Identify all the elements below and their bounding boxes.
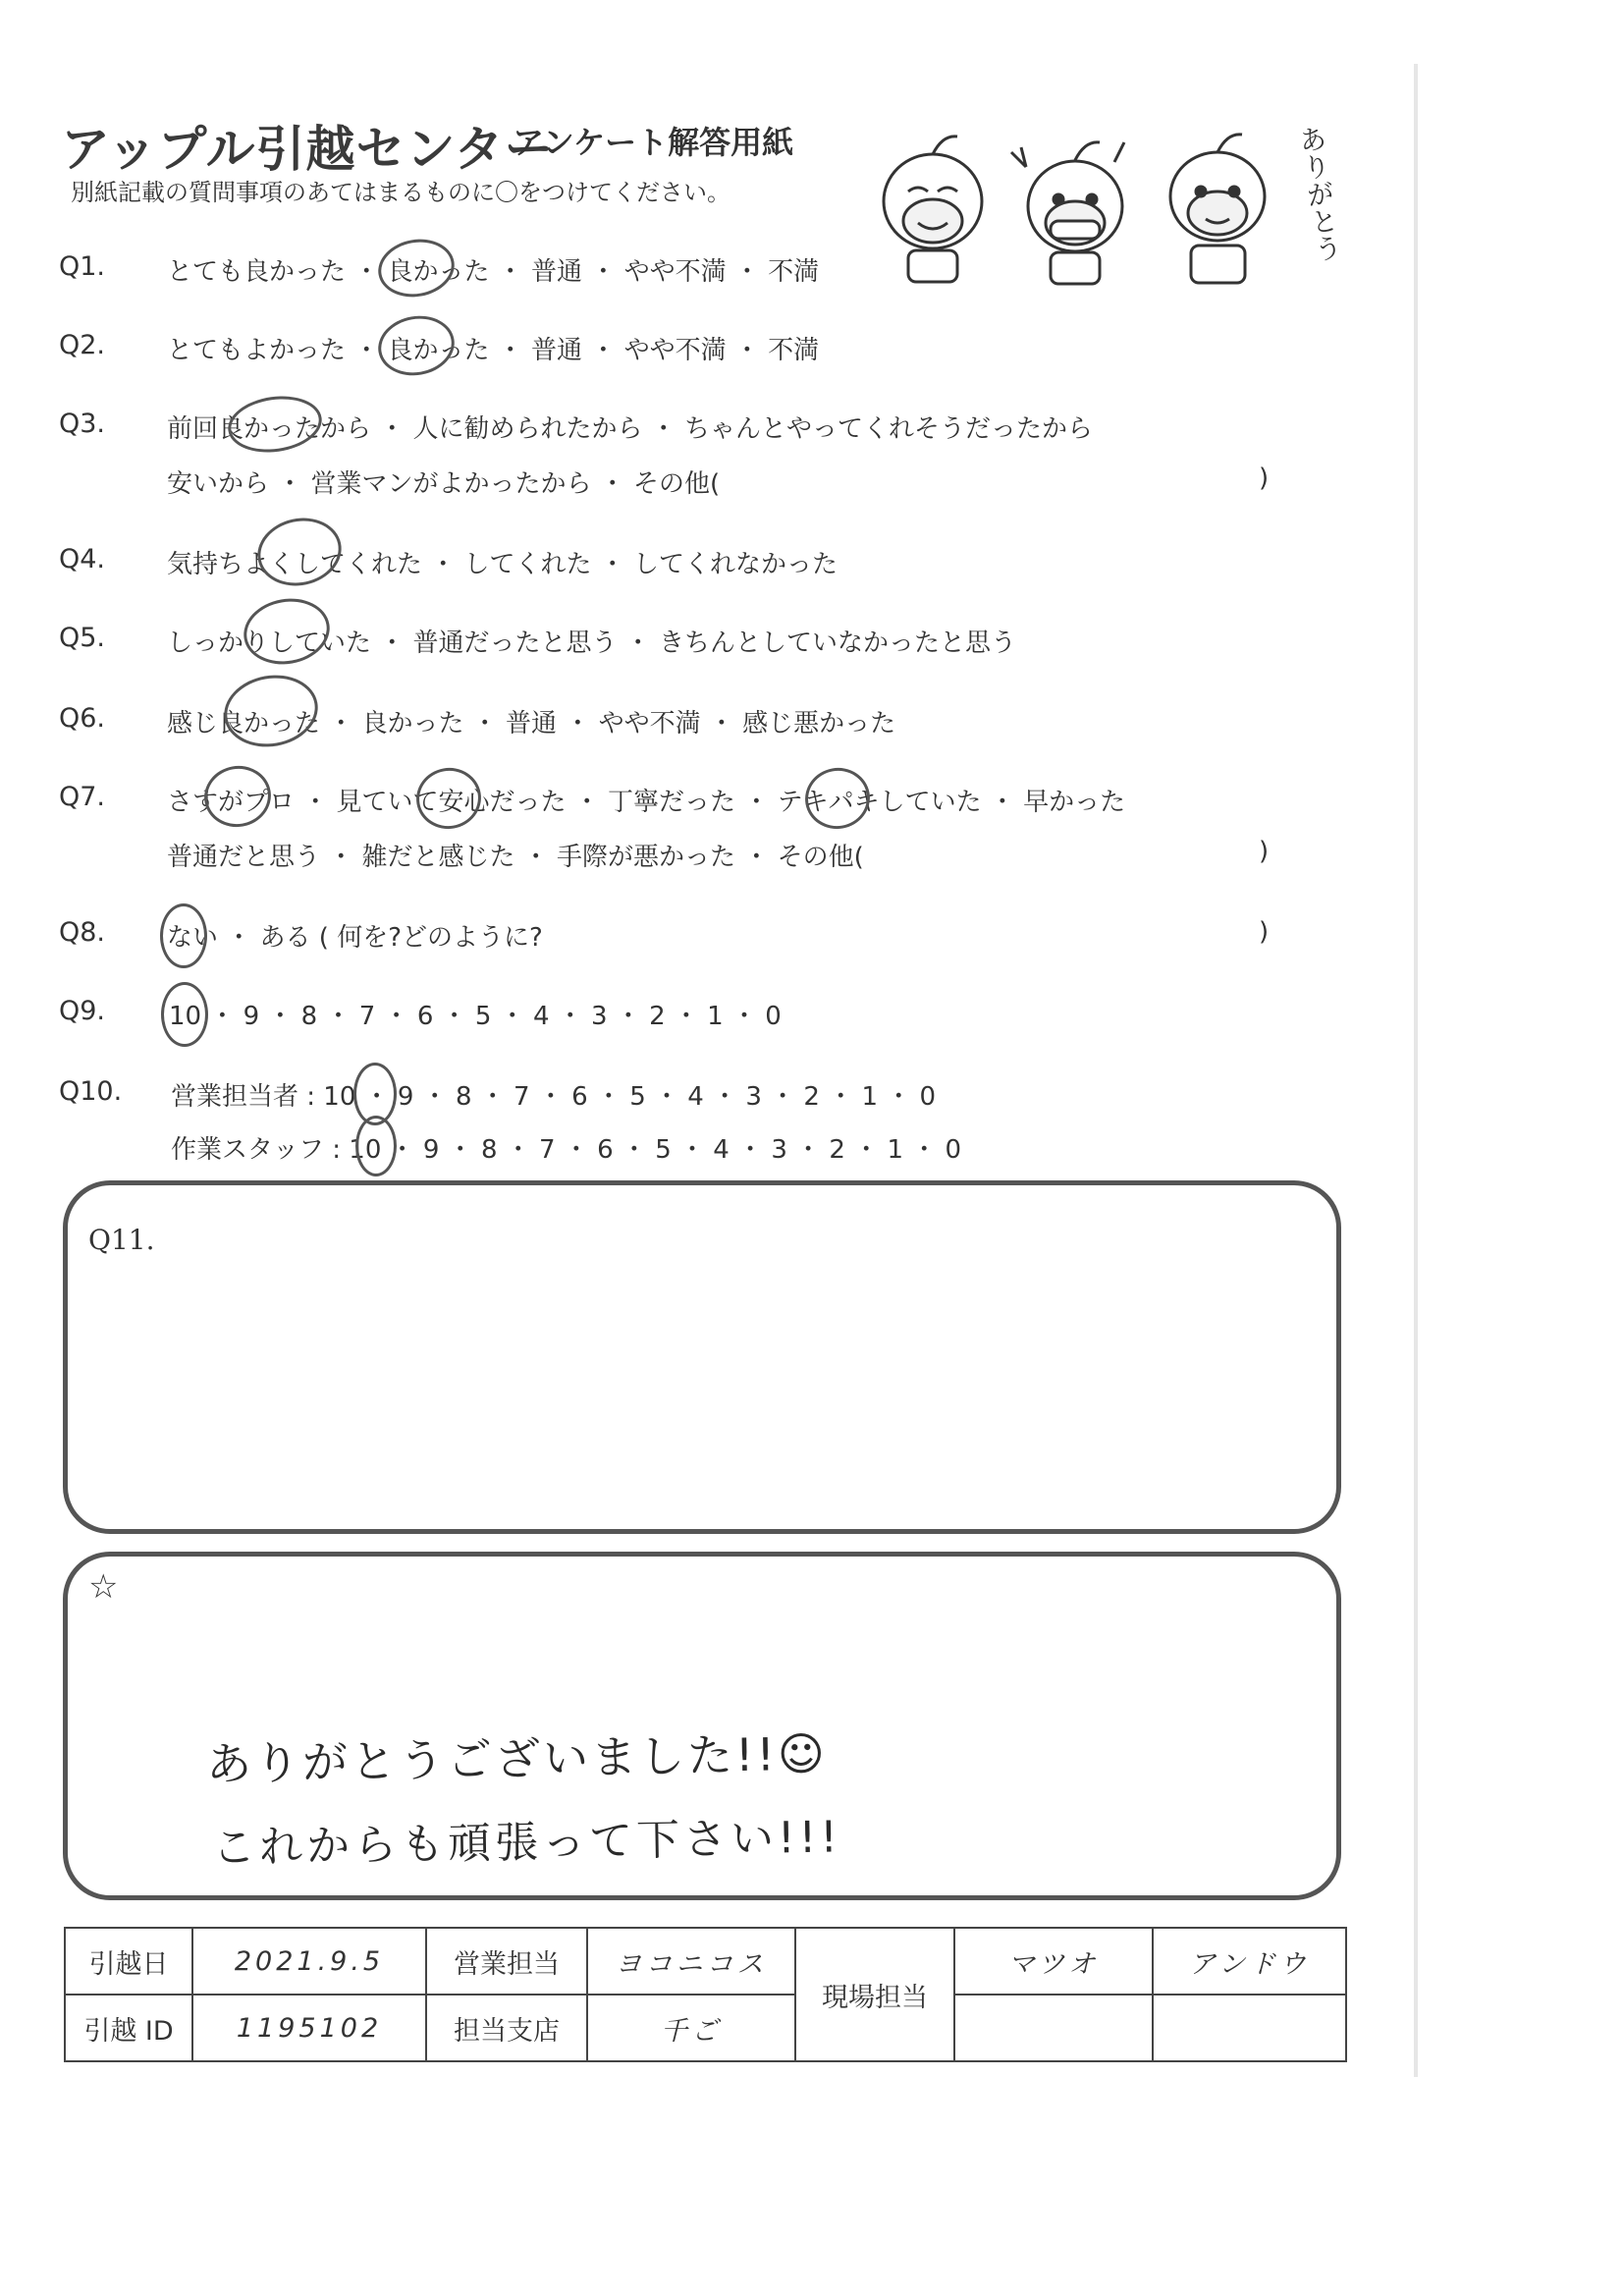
answer-circle-q2 [373,310,459,382]
answer-circle-q10-staff [355,1116,397,1176]
answer-circle-q7-c [800,763,875,835]
form-subtitle: アンケート解答用紙 [513,124,794,161]
answer-circle-q1 [374,234,460,303]
sales-value: ヨコニコス [587,1928,795,1995]
branch-value: 千ご [587,1995,795,2061]
monkey-mascots-illustration [864,113,1335,290]
answer-circle-q9 [161,982,208,1047]
q10-staff-options: 作業スタッフ : 10 ・ 9 ・ 8 ・ 7 ・ 6 ・ 5 ・ 4 ・ 3 ・ 2 ・ 1 ・ 0 [171,1135,962,1165]
q5-options: しっかりしていた ・ 普通だったと思う ・ きちんとしていなかったと思う [167,629,1017,658]
site-label: 現場担当 [795,1928,954,2061]
move-date-label: 引越日 [65,1928,192,1995]
answer-circle-q6 [218,668,323,754]
q7-options-line1: さすがプロ ・ 見ていて安心だった ・ 丁寧だった ・ テキパキしていた ・ 早かった [167,788,1126,817]
move-id-label: 引越 ID [65,1995,192,2061]
q10-sales-options: 営業担当者 : 10 ・ 9 ・ 8 ・ 7 ・ 6 ・ 5 ・ 4 ・ 3 ・ 2 ・ 1 ・ 0 [171,1082,937,1112]
q3-label: Q3. [59,409,106,439]
branch-label: 担当支店 [426,1995,587,2061]
q7-options-line2: 普通だと思う ・ 雑だと感じた ・ 手際が悪かった ・ その他( [167,843,864,872]
q11-answer-box [63,1180,1341,1534]
q8-options: ない ・ ある ( 何を?どのように? [167,923,543,953]
answer-circle-q7-a [199,761,276,833]
site-staff-empty-1 [954,1995,1153,2061]
site-staff-empty-2 [1153,1995,1346,2061]
site-staff-2: アンドウ [1153,1928,1346,1995]
q6-options: 感じ良かった ・ 良かった ・ 普通 ・ やや不満 ・ 感じ悪かった [167,709,896,738]
move-date-value: 2021.9.5 [192,1928,426,1995]
q2-options: とてもよかった ・ 良かった ・ 普通 ・ やや不満 ・ 不満 [167,336,820,365]
brand-title: アップル引越センター [61,121,555,178]
q4-options: 気持ちよくしてくれた ・ してくれた ・ してくれなかった [167,550,839,579]
q9-options: 10 ・ 9 ・ 8 ・ 7 ・ 6 ・ 5 ・ 4 ・ 3 ・ 2 ・ 1 ・ 0 [169,1002,782,1031]
q7-close-paren: ) [1259,837,1270,866]
q7-label: Q7. [59,782,106,812]
answer-circle-q4 [251,511,348,593]
comment-line-1: ありがとうございました!!☺ [205,1726,829,1791]
monkey-covering-mouth-icon [1011,142,1124,284]
comment-line-2: これからも頑張って下さい!!! [211,1812,842,1874]
q6-label: Q6. [59,703,106,734]
thanks-vertical-text: ありがとう [1293,123,1345,264]
move-info-table [64,1927,1347,2062]
q8-label: Q8. [59,917,106,948]
q8-close-paren: ) [1259,917,1270,947]
comment-star-label: ☆ [88,1567,119,1607]
q2-label: Q2. [59,330,106,360]
q3-options-line2: 安いから ・ 営業マンがよかったから ・ その他( [167,469,721,499]
answer-circle-q5 [239,592,335,671]
answer-circle-q8 [160,903,207,968]
sales-label: 営業担当 [426,1928,587,1995]
instruction-text: 別紙記載の質問事項のあてはまるものに〇をつけてください。 [71,179,730,206]
q9-label: Q9. [59,996,106,1026]
answer-circle-q3 [225,391,326,459]
monkey-bowing-icon [1170,135,1265,283]
q3-close-paren: ) [1259,464,1270,493]
answer-circle-q7-b [411,763,486,835]
move-id-value: 1195102 [192,1995,426,2061]
q1-label: Q1. [59,251,106,282]
site-staff-1: マツオ [954,1928,1153,1995]
q10-label: Q10. [59,1076,123,1107]
q11-label: Q11. [88,1224,155,1256]
monkey-laughing-icon [884,137,982,282]
q3-options-line1: 前回良かったから ・ 人に勧められたから ・ ちゃんとやってくれそうだったから [167,414,1094,444]
q5-label: Q5. [59,623,106,653]
q4-label: Q4. [59,544,106,574]
scan-edge-shadow [1414,64,1418,2077]
q1-options: とても良かった ・ 良かった ・ 普通 ・ やや不満 ・ 不満 [167,257,820,287]
